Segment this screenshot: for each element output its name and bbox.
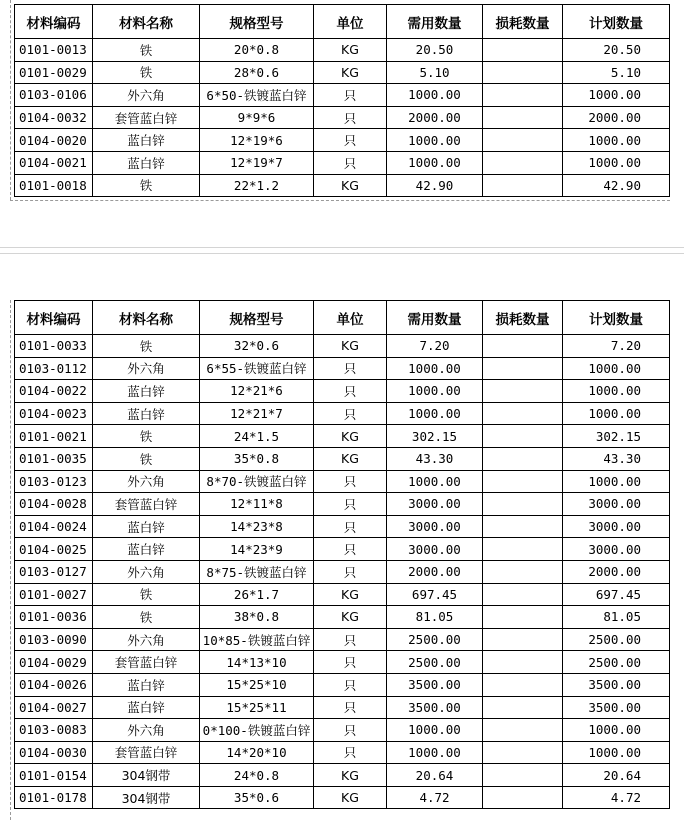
material-name-cell: 外六角 (93, 560, 200, 583)
unit-cell: 只 (314, 560, 387, 583)
header-planned-qty: 计划数量 (563, 5, 670, 39)
table-row (15, 719, 670, 742)
spec-cell: 14*23*8 (200, 515, 314, 538)
material-code-cell: 0104-0026 (15, 673, 93, 696)
required-qty-cell: 1000.00 (387, 741, 483, 764)
header-spec: 规格型号 (200, 5, 314, 39)
unit-cell: 只 (314, 515, 387, 538)
table-row (15, 447, 670, 470)
unit-cell: KG (314, 61, 387, 84)
table-row (15, 357, 670, 380)
header-required-qty: 需用数量 (387, 301, 483, 335)
table-row (15, 560, 670, 583)
required-qty-cell: 2000.00 (387, 106, 483, 129)
material-name-cell: 外六角 (93, 628, 200, 651)
material-code-cell: 0104-0025 (15, 538, 93, 561)
table-row (15, 106, 670, 129)
planned-qty-cell: 1000.00 (563, 84, 670, 107)
table-header-row (15, 5, 670, 39)
material-name-cell: 套管蓝白锌 (93, 741, 200, 764)
table-row (15, 651, 670, 674)
required-qty-cell: 3500.00 (387, 696, 483, 719)
planned-qty-cell: 3500.00 (563, 696, 670, 719)
spec-cell: 28*0.6 (200, 61, 314, 84)
table-row (15, 786, 670, 809)
material-name-cell: 铁 (93, 606, 200, 629)
table-row (15, 39, 670, 62)
materials-table-2 (14, 300, 670, 809)
header-unit: 单位 (314, 5, 387, 39)
planned-qty-cell: 1000.00 (563, 470, 670, 493)
planned-qty-cell: 1000.00 (563, 151, 670, 174)
spec-cell: 35*0.6 (200, 786, 314, 809)
spec-cell: 12*19*7 (200, 151, 314, 174)
loss-qty-cell (483, 538, 563, 561)
spec-cell: 15*25*11 (200, 696, 314, 719)
header-material-name: 材料名称 (93, 5, 200, 39)
table-row (15, 84, 670, 107)
planned-qty-cell: 3000.00 (563, 515, 670, 538)
material-code-cell: 0101-0013 (15, 39, 93, 62)
material-name-cell: 套管蓝白锌 (93, 651, 200, 674)
page-gap-line (0, 253, 684, 254)
loss-qty-cell (483, 560, 563, 583)
loss-qty-cell (483, 606, 563, 629)
loss-qty-cell (483, 673, 563, 696)
material-code-cell: 0104-0032 (15, 106, 93, 129)
table-row (15, 673, 670, 696)
required-qty-cell: 5.10 (387, 61, 483, 84)
material-code-cell: 0104-0023 (15, 402, 93, 425)
table-row (15, 696, 670, 719)
material-code-cell: 0104-0021 (15, 151, 93, 174)
unit-cell: 只 (314, 151, 387, 174)
required-qty-cell: 2000.00 (387, 560, 483, 583)
spec-cell: 22*1.2 (200, 174, 314, 197)
loss-qty-cell (483, 719, 563, 742)
material-code-cell: 0103-0083 (15, 719, 93, 742)
header-material-code: 材料编码 (15, 5, 93, 39)
material-name-cell: 蓝白锌 (93, 673, 200, 696)
material-code-cell: 0101-0033 (15, 335, 93, 358)
planned-qty-cell: 43.30 (563, 447, 670, 470)
loss-qty-cell (483, 741, 563, 764)
required-qty-cell: 302.15 (387, 425, 483, 448)
planned-qty-cell: 3000.00 (563, 538, 670, 561)
spec-cell: 24*0.8 (200, 764, 314, 787)
material-name-cell: 304钢带 (93, 764, 200, 787)
spec-cell: 8*70-铁镀蓝白锌 (200, 470, 314, 493)
required-qty-cell: 4.72 (387, 786, 483, 809)
unit-cell: 只 (314, 106, 387, 129)
spec-cell: 8*75-铁镀蓝白锌 (200, 560, 314, 583)
loss-qty-cell (483, 174, 563, 197)
material-code-cell: 0101-0036 (15, 606, 93, 629)
table-header-row (15, 301, 670, 335)
planned-qty-cell: 2000.00 (563, 560, 670, 583)
required-qty-cell: 43.30 (387, 447, 483, 470)
loss-qty-cell (483, 447, 563, 470)
material-name-cell: 蓝白锌 (93, 538, 200, 561)
unit-cell: KG (314, 335, 387, 358)
material-name-cell: 蓝白锌 (93, 151, 200, 174)
unit-cell: KG (314, 425, 387, 448)
material-name-cell: 铁 (93, 583, 200, 606)
planned-qty-cell: 4.72 (563, 786, 670, 809)
table-row (15, 606, 670, 629)
planned-qty-cell: 1000.00 (563, 402, 670, 425)
header-required-qty: 需用数量 (387, 5, 483, 39)
unit-cell: 只 (314, 719, 387, 742)
spec-cell: 12*11*8 (200, 493, 314, 516)
planned-qty-cell: 3000.00 (563, 493, 670, 516)
material-name-cell: 外六角 (93, 357, 200, 380)
header-material-name: 材料名称 (93, 301, 200, 335)
table-row (15, 538, 670, 561)
required-qty-cell: 81.05 (387, 606, 483, 629)
required-qty-cell: 1000.00 (387, 151, 483, 174)
table-row (15, 129, 670, 152)
table-row (15, 380, 670, 403)
material-code-cell: 0103-0127 (15, 560, 93, 583)
planned-qty-cell: 5.10 (563, 61, 670, 84)
unit-cell: KG (314, 606, 387, 629)
material-name-cell: 304钢带 (93, 786, 200, 809)
loss-qty-cell (483, 380, 563, 403)
unit-cell: 只 (314, 741, 387, 764)
table-row (15, 583, 670, 606)
header-loss-qty: 损耗数量 (483, 301, 563, 335)
material-name-cell: 套管蓝白锌 (93, 106, 200, 129)
required-qty-cell: 1000.00 (387, 402, 483, 425)
loss-qty-cell (483, 425, 563, 448)
required-qty-cell: 2500.00 (387, 628, 483, 651)
required-qty-cell: 1000.00 (387, 84, 483, 107)
loss-qty-cell (483, 470, 563, 493)
loss-qty-cell (483, 357, 563, 380)
loss-qty-cell (483, 39, 563, 62)
unit-cell: KG (314, 447, 387, 470)
material-code-cell: 0104-0030 (15, 741, 93, 764)
required-qty-cell: 3500.00 (387, 673, 483, 696)
spec-cell: 26*1.7 (200, 583, 314, 606)
material-name-cell: 套管蓝白锌 (93, 493, 200, 516)
table-row (15, 402, 670, 425)
material-code-cell: 0101-0027 (15, 583, 93, 606)
material-name-cell: 铁 (93, 447, 200, 470)
unit-cell: 只 (314, 357, 387, 380)
material-code-cell: 0103-0090 (15, 628, 93, 651)
material-name-cell: 铁 (93, 39, 200, 62)
unit-cell: 只 (314, 651, 387, 674)
planned-qty-cell: 1000.00 (563, 719, 670, 742)
spec-cell: 32*0.6 (200, 335, 314, 358)
unit-cell: 只 (314, 470, 387, 493)
loss-qty-cell (483, 84, 563, 107)
spec-cell: 15*25*10 (200, 673, 314, 696)
spec-cell: 14*20*10 (200, 741, 314, 764)
material-name-cell: 蓝白锌 (93, 696, 200, 719)
unit-cell: KG (314, 174, 387, 197)
material-code-cell: 0103-0123 (15, 470, 93, 493)
material-name-cell: 铁 (93, 174, 200, 197)
material-name-cell: 蓝白锌 (93, 129, 200, 152)
table-row (15, 425, 670, 448)
header-material-code: 材料编码 (15, 301, 93, 335)
spec-cell: 10*85-铁镀蓝白锌 (200, 628, 314, 651)
spec-cell: 14*13*10 (200, 651, 314, 674)
planned-qty-cell: 1000.00 (563, 129, 670, 152)
unit-cell: 只 (314, 696, 387, 719)
spec-cell: 38*0.8 (200, 606, 314, 629)
required-qty-cell: 1000.00 (387, 470, 483, 493)
required-qty-cell: 697.45 (387, 583, 483, 606)
header-spec: 规格型号 (200, 301, 314, 335)
spec-cell: 14*23*9 (200, 538, 314, 561)
loss-qty-cell (483, 402, 563, 425)
unit-cell: 只 (314, 673, 387, 696)
loss-qty-cell (483, 583, 563, 606)
material-name-cell: 外六角 (93, 470, 200, 493)
material-name-cell: 铁 (93, 425, 200, 448)
material-code-cell: 0103-0112 (15, 357, 93, 380)
page-gap-line (0, 247, 684, 248)
table-row (15, 764, 670, 787)
table-row (15, 61, 670, 84)
material-code-cell: 0101-0021 (15, 425, 93, 448)
required-qty-cell: 1000.00 (387, 129, 483, 152)
spec-cell: 24*1.5 (200, 425, 314, 448)
header-unit: 单位 (314, 301, 387, 335)
material-name-cell: 蓝白锌 (93, 402, 200, 425)
spec-cell: 6*55-铁镀蓝白锌 (200, 357, 314, 380)
required-qty-cell: 3000.00 (387, 538, 483, 561)
material-code-cell: 0104-0027 (15, 696, 93, 719)
required-qty-cell: 1000.00 (387, 380, 483, 403)
planned-qty-cell: 81.05 (563, 606, 670, 629)
unit-cell: 只 (314, 129, 387, 152)
loss-qty-cell (483, 696, 563, 719)
loss-qty-cell (483, 493, 563, 516)
unit-cell: 只 (314, 402, 387, 425)
material-code-cell: 0101-0035 (15, 447, 93, 470)
material-code-cell: 0104-0024 (15, 515, 93, 538)
table-row (15, 741, 670, 764)
header-loss-qty: 损耗数量 (483, 5, 563, 39)
planned-qty-cell: 42.90 (563, 174, 670, 197)
required-qty-cell: 42.90 (387, 174, 483, 197)
unit-cell: KG (314, 583, 387, 606)
unit-cell: KG (314, 39, 387, 62)
material-name-cell: 蓝白锌 (93, 515, 200, 538)
material-code-cell: 0104-0020 (15, 129, 93, 152)
loss-qty-cell (483, 335, 563, 358)
table-row (15, 470, 670, 493)
table-row (15, 335, 670, 358)
required-qty-cell: 3000.00 (387, 493, 483, 516)
material-code-cell: 0101-0029 (15, 61, 93, 84)
material-name-cell: 铁 (93, 335, 200, 358)
planned-qty-cell: 2500.00 (563, 628, 670, 651)
required-qty-cell: 7.20 (387, 335, 483, 358)
table-row (15, 515, 670, 538)
planned-qty-cell: 697.45 (563, 583, 670, 606)
material-name-cell: 外六角 (93, 84, 200, 107)
unit-cell: KG (314, 786, 387, 809)
spec-cell: 0*100-铁镀蓝白锌 (200, 719, 314, 742)
unit-cell: 只 (314, 538, 387, 561)
loss-qty-cell (483, 764, 563, 787)
unit-cell: KG (314, 764, 387, 787)
loss-qty-cell (483, 651, 563, 674)
loss-qty-cell (483, 61, 563, 84)
planned-qty-cell: 2000.00 (563, 106, 670, 129)
materials-table-1 (14, 4, 670, 197)
loss-qty-cell (483, 515, 563, 538)
table-row (15, 174, 670, 197)
loss-qty-cell (483, 129, 563, 152)
header-planned-qty: 计划数量 (563, 301, 670, 335)
loss-qty-cell (483, 106, 563, 129)
material-code-cell: 0104-0022 (15, 380, 93, 403)
material-name-cell: 铁 (93, 61, 200, 84)
required-qty-cell: 20.50 (387, 39, 483, 62)
material-code-cell: 0104-0029 (15, 651, 93, 674)
table-row (15, 628, 670, 651)
unit-cell: 只 (314, 628, 387, 651)
required-qty-cell: 20.64 (387, 764, 483, 787)
material-code-cell: 0104-0028 (15, 493, 93, 516)
unit-cell: 只 (314, 380, 387, 403)
planned-qty-cell: 3500.00 (563, 673, 670, 696)
spec-cell: 9*9*6 (200, 106, 314, 129)
unit-cell: 只 (314, 84, 387, 107)
planned-qty-cell: 20.50 (563, 39, 670, 62)
planned-qty-cell: 2500.00 (563, 651, 670, 674)
required-qty-cell: 1000.00 (387, 719, 483, 742)
required-qty-cell: 3000.00 (387, 515, 483, 538)
unit-cell: 只 (314, 493, 387, 516)
spec-cell: 35*0.8 (200, 447, 314, 470)
planned-qty-cell: 20.64 (563, 764, 670, 787)
required-qty-cell: 1000.00 (387, 357, 483, 380)
material-code-cell: 0101-0178 (15, 786, 93, 809)
material-name-cell: 外六角 (93, 719, 200, 742)
material-code-cell: 0101-0018 (15, 174, 93, 197)
spec-cell: 12*19*6 (200, 129, 314, 152)
loss-qty-cell (483, 151, 563, 174)
planned-qty-cell: 1000.00 (563, 380, 670, 403)
spec-cell: 20*0.8 (200, 39, 314, 62)
planned-qty-cell: 1000.00 (563, 357, 670, 380)
material-code-cell: 0103-0106 (15, 84, 93, 107)
spec-cell: 6*50-铁镀蓝白锌 (200, 84, 314, 107)
planned-qty-cell: 302.15 (563, 425, 670, 448)
material-code-cell: 0101-0154 (15, 764, 93, 787)
spec-cell: 12*21*6 (200, 380, 314, 403)
planned-qty-cell: 1000.00 (563, 741, 670, 764)
required-qty-cell: 2500.00 (387, 651, 483, 674)
loss-qty-cell (483, 786, 563, 809)
table-row (15, 493, 670, 516)
table-row (15, 151, 670, 174)
material-name-cell: 蓝白锌 (93, 380, 200, 403)
loss-qty-cell (483, 628, 563, 651)
spec-cell: 12*21*7 (200, 402, 314, 425)
planned-qty-cell: 7.20 (563, 335, 670, 358)
